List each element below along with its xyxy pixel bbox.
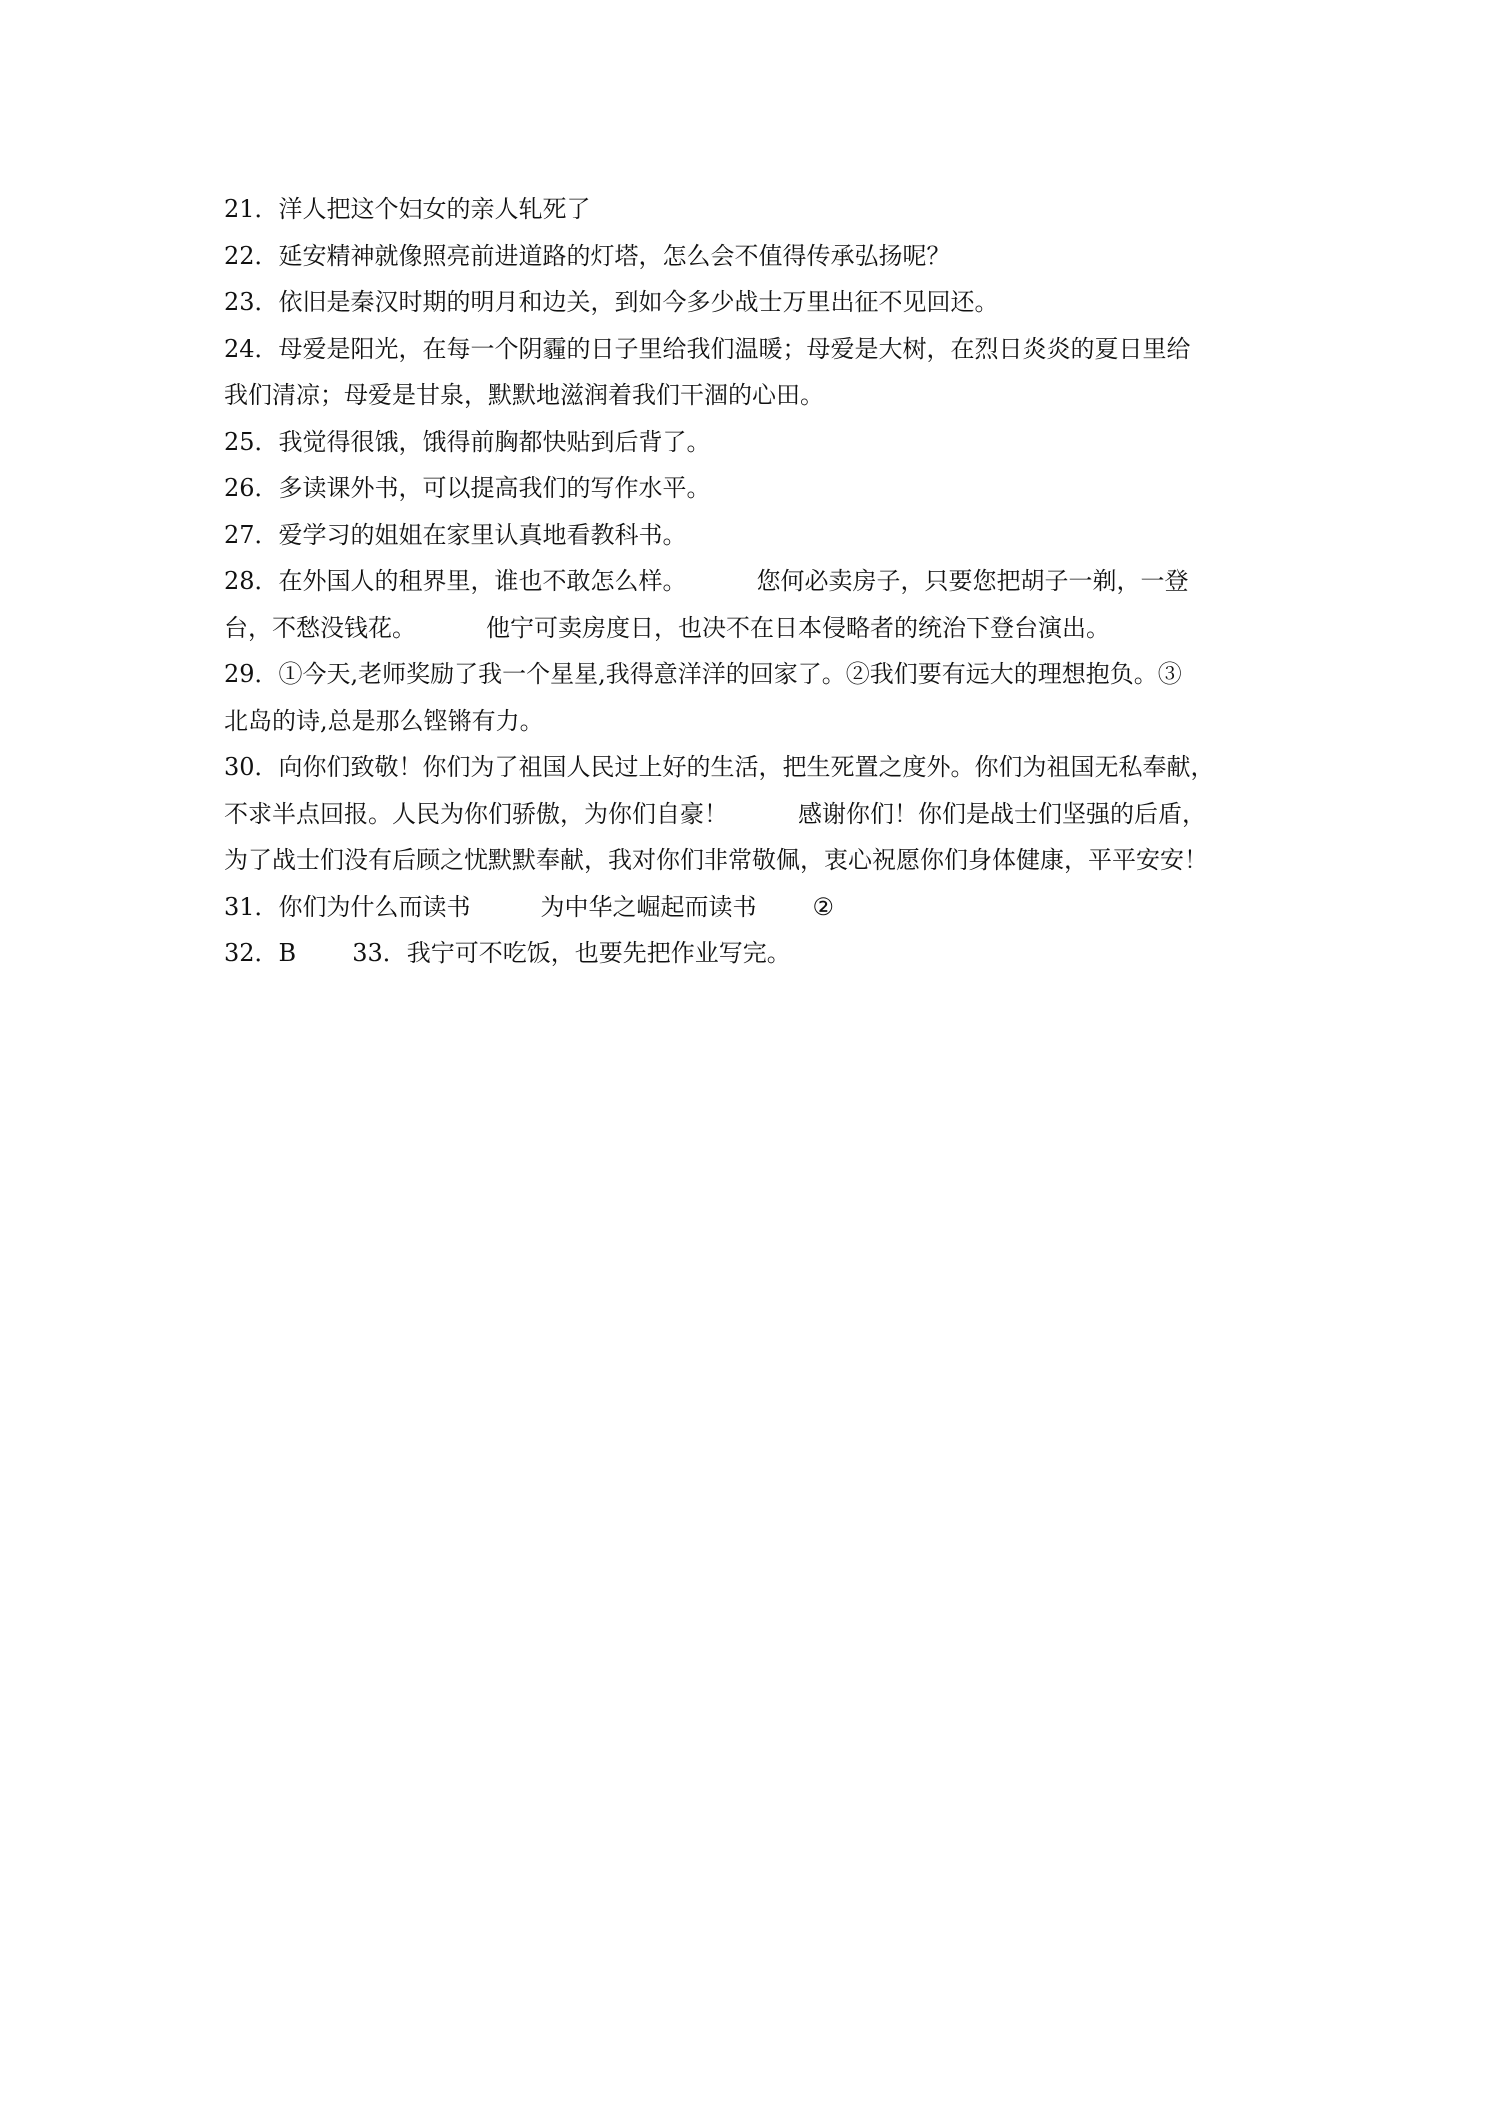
answer-21: [224, 186, 1264, 233]
answer-number: 27．: [224, 520, 279, 549]
answer-text: 向你们致敬！你们为了祖国人民过上好的生活，把生死置之度外。你们为祖国无私奉献，: [278, 753, 1215, 781]
answer-text: 不求半点回报。人民为你们骄傲，为你们自豪！: [224, 799, 728, 828]
answer-30-line-3: [224, 837, 1264, 884]
answer-text: 你们为什么而读书: [278, 892, 471, 921]
answer-number: 29．: [224, 660, 279, 688]
answer-text: 他宁可卖房度日，也决不在日本侵略者的统治下登台演出。: [486, 613, 1110, 642]
answer-text: 为中华之崛起而读书: [540, 892, 757, 921]
answer-27: [224, 512, 1264, 559]
answer-number: 30．: [224, 753, 279, 781]
answer-23: [224, 279, 1264, 326]
answer-text: ①今天,老师奖励了我一个星星,我得意洋洋的回家了。②我们要有远大的理想抱负。③: [278, 660, 1182, 688]
answer-31: [224, 884, 1264, 931]
answer-number: 33．: [352, 939, 407, 967]
answer-number: 21．: [224, 195, 279, 223]
answer-24-line-2: [224, 372, 1264, 419]
answer-text: 我们清凉；母爱是甘泉，默默地滋润着我们干涸的心田。: [224, 381, 824, 409]
answer-number: 22．: [224, 241, 279, 270]
answer-29-line-1: [224, 651, 1264, 698]
answer-text: B: [278, 939, 297, 967]
answer-22: [224, 233, 1264, 280]
answer-text: 北岛的诗,总是那么铿锵有力。: [224, 706, 544, 735]
answer-number: 24．: [224, 334, 279, 363]
answer-text: 洋人把这个妇女的亲人轧死了: [278, 195, 591, 223]
answer-text: 我宁可不吃饭，也要先把作业写完。: [406, 939, 791, 967]
answer-text: 延安精神就像照亮前进道路的灯塔，怎么会不值得传承弘扬呢？: [278, 241, 951, 270]
answer-32-33: [224, 930, 1264, 977]
answer-number: 32．: [224, 939, 279, 967]
answer-28-line-1: [224, 558, 1264, 605]
answer-24-line-1: [224, 326, 1264, 373]
answer-26: [224, 465, 1264, 512]
answer-text: 为了战士们没有后顾之忧默默奉献，我对你们非常敬佩，衷心祝愿你们身体健康，平平安安！: [224, 846, 1208, 874]
answer-text: 我觉得很饿，饿得前胸都快贴到后背了。: [278, 427, 711, 456]
answer-text: ②: [812, 892, 835, 921]
answer-29-line-2: [224, 698, 1264, 745]
answer-number: 25．: [224, 427, 279, 456]
answer-30-line-2: [224, 791, 1264, 838]
answer-number: 28．: [224, 567, 279, 595]
answer-25: [224, 419, 1264, 466]
answer-text: 母爱是阳光，在每一个阴霾的日子里给我们温暖；母爱是大树，在烈日炎炎的夏日里给: [278, 334, 1191, 363]
answer-text: 依旧是秦汉时期的明月和边关，到如今多少战士万里出征不见回还。: [278, 288, 999, 316]
answer-text: 感谢你们！你们是战士们坚强的后盾，: [798, 799, 1206, 828]
answer-number: 26．: [224, 474, 279, 502]
answer-number: 23．: [224, 288, 279, 316]
answer-text: 台，不愁没钱花。: [224, 613, 416, 642]
answer-list: [224, 186, 1264, 977]
answer-30-line-1: [224, 744, 1264, 791]
answer-text: 您何必卖房子，只要您把胡子一剃，一登: [756, 567, 1189, 595]
answer-text: 爱学习的姐姐在家里认真地看教科书。: [278, 520, 687, 549]
answer-28-line-2: [224, 605, 1264, 652]
answer-text: 在外国人的租界里，谁也不敢怎么样。: [278, 567, 687, 595]
answer-number: 31．: [224, 892, 279, 921]
answer-text: 多读课外书，可以提高我们的写作水平。: [278, 474, 711, 502]
